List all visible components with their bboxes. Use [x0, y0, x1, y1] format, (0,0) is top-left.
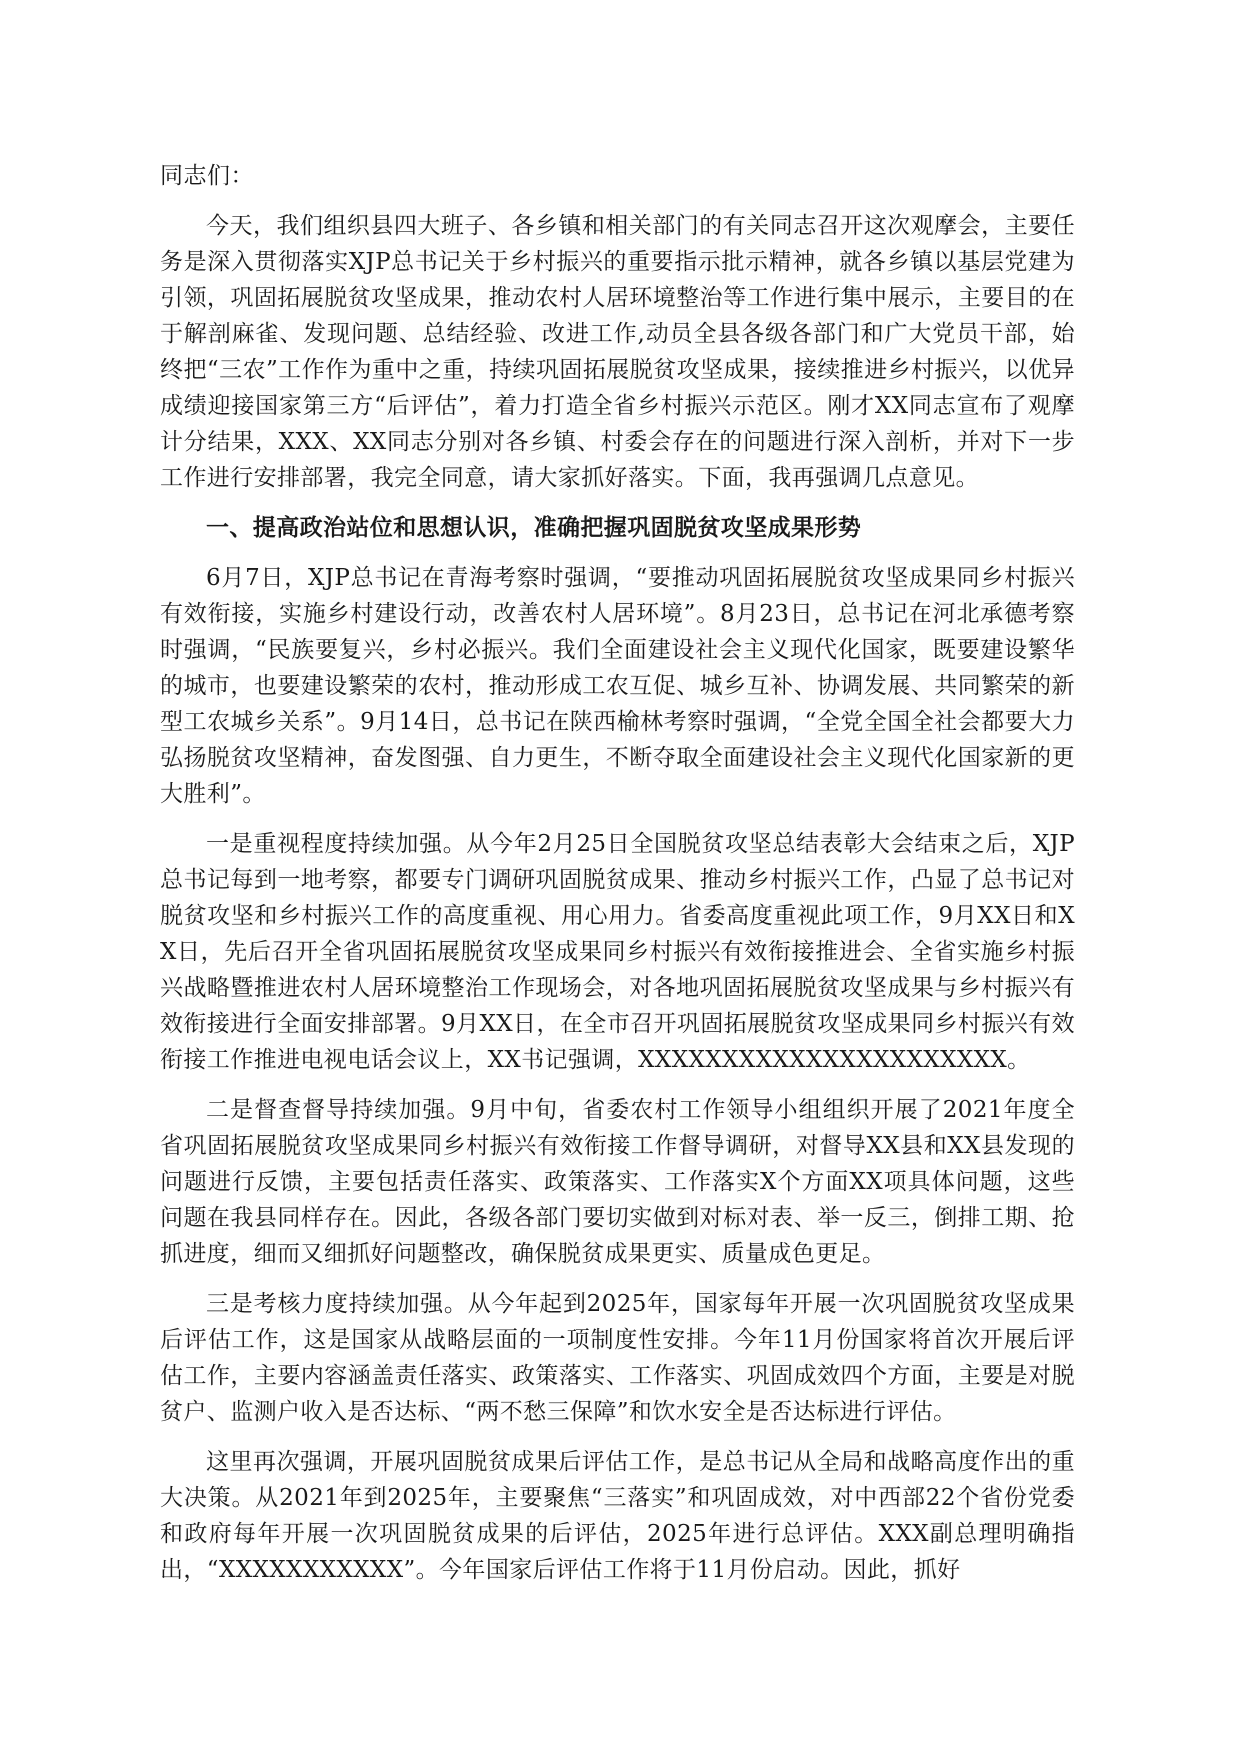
section-paragraph-quotes: 6月7日，XJP总书记在青海考察时强调，“要推动巩固拓展脱贫攻坚成果同乡村振兴有效衔接，实施乡村建设行动，改善农村人居环境”。8月23日，总书记在河北承德考察时强调，“民族要复兴，乡村必振兴。我们全面建设社会主义现代化国家，既要建设繁华的城市，也要建设繁荣的农村，推动形成工农互促、城乡互补、协调发展、共同繁荣的新型工农城乡关系”。9月14日，总书记在陕西榆林考察时强调，“全党全国全社会都要大力弘扬脱贫攻坚精神，奋发图强、自力更生，不断夺取全面建设社会主义现代化国家新的更大胜利”。 [160, 565, 1075, 807]
section-paragraph-emphasis: 这里再次强调，开展巩固脱贫成果后评估工作，是总书记从全局和战略高度作出的重大决策。从2021年到2025年，主要聚焦“三落实”和巩固成效，对中西部22个省份党委和政府每年开展一次巩固脱贫成果的后评估，2025年进行总评估。XXX副总理明确指出，“XXXXXXXXXXX”。今年国家后评估工作将于11月份启动。因此，抓好 [160, 1449, 1075, 1583]
section-heading: 一、提高政治站位和思想认识，准确把握巩固脱贫攻坚成果形势 [206, 514, 862, 541]
section-paragraph-supervision: 二是督查督导持续加强。9月中旬，省委农村工作领导小组组织开展了2021年度全省巩固拓展脱贫攻坚成果同乡村振兴有效衔接工作督导调研，对督导XX县和XX县发现的问题进行反馈，主要包括责任落实、政策落实、工作落实X个方面XX项具体问题，这些问题在我县同样存在。因此，各级各部门要切实做到对标对表、举一反三，倒排工期、抢抓进度，细而又细抓好问题整改，确保脱贫成果更实、质量成色更足。 [160, 1097, 1075, 1267]
document-body [160, 158, 1075, 1602]
section-paragraph-attention: 一是重视程度持续加强。从今年2月25日全国脱贫攻坚总结表彰大会结束之后，XJP总书记每到一地考察，都要专门调研巩固脱贫成果、推动乡村振兴工作，凸显了总书记对脱贫攻坚和乡村振兴工作的高度重视、用心用力。省委高度重视此项工作，9月XX日和XX日，先后召开全省巩固拓展脱贫攻坚成果同乡村振兴有效衔接推进会、全省实施乡村振兴战略暨推进农村人居环境整治工作现场会，对各地巩固拓展脱贫攻坚成果与乡村振兴有效衔接进行全面安排部署。9月XX日，在全市召开巩固拓展脱贫攻坚成果同乡村振兴有效衔接工作推进电视电话会议上，XX书记强调，XXXXXXXXXXXXXXXXXXXXXX。 [160, 831, 1075, 1073]
intro-paragraph: 今天，我们组织县四大班子、各乡镇和相关部门的有关同志召开这次观摩会，主要任务是深入贯彻落实XJP总书记关于乡村振兴的重要指示批示精神，就各乡镇以基层党建为引领，巩固拓展脱贫攻坚成果，推动农村人居环境整治等工作进行集中展示，主要目的在于解剖麻雀、发现问题、总结经验、改进工作,动员全县各级各部门和广大党员干部，始终把“三农”工作作为重中之重，持续巩固拓展脱贫攻坚成果，接续推进乡村振兴，以优异成绩迎接国家第三方“后评估”，着力打造全省乡村振兴示范区。刚才XX同志宣布了观摩计分结果，XXX、XX同志分别对各乡镇、村委会存在的问题进行深入剖析，并对下一步工作进行安排部署，我完全同意，请大家抓好落实。下面，我再强调几点意见。 [160, 213, 1075, 491]
section-paragraph-assessment: 三是考核力度持续加强。从今年起到2025年，国家每年开展一次巩固脱贫攻坚成果后评估工作，这是国家从战略层面的一项制度性安排。今年11月份国家将首次开展后评估工作，主要内容涵盖责任落实、政策落实、工作落实、巩固成效四个方面，主要是对脱贫户、监测户收入是否达标、“两不愁三保障”和饮水安全是否达标进行评估。 [160, 1291, 1075, 1425]
salutation: 同志们： [160, 163, 254, 189]
